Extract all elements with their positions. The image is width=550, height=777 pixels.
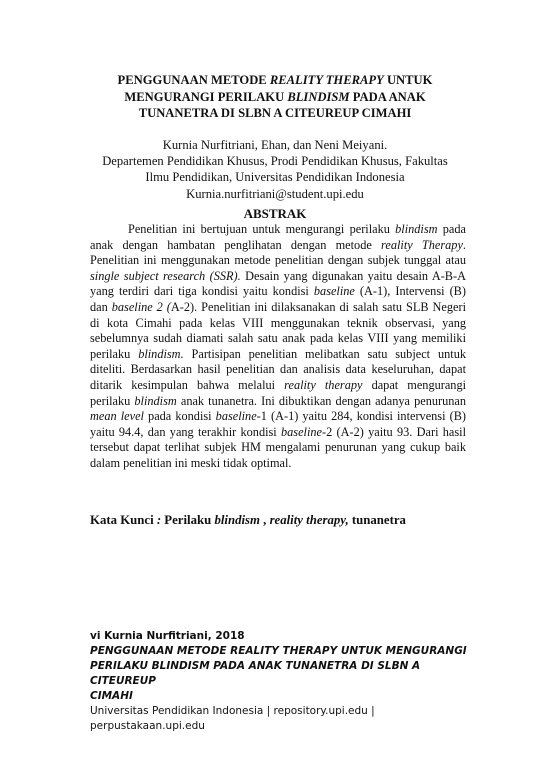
footer-repository-line-2: perpustakaan.upi.edu [90,720,205,732]
keywords-line: Kata Kunci : Perilaku blindism , reality therapy, tunanetra [90,513,406,527]
footer-title-line-1: PENGGUNAAN METODE REALITY THERAPY UNTUK MENGURANGI [90,645,467,657]
footer-title-line-3: CIMAHI [90,690,133,702]
author-names: Kurnia Nurfitriani, Ehan, dan Neni Meiyani. [162,138,388,152]
footer-title-line-2: PERILAKU BLINDISM PADA ANAK TUNANETRA DI SLBN A CITEUREUP [90,660,421,687]
affiliation-line-2: Ilmu Pendidikan, Universitas Pendidikan Indonesia [145,170,405,185]
title-line-3: TUNANETRA DI SLBN A CITEUREUP CIMAHI [138,106,412,120]
author-email: Kurnia.nurfitriani@student.upi.edu [186,186,364,201]
page-footer [90,629,470,734]
title-line-1: PENGGUNAAN METODE REALITY THERAPY UNTUK [117,73,433,87]
abstract-body: Penelitian ini bertujuan untuk mengurangi perilaku blindism pada anak dengan hambatan penglihatan dengan metode reality Therapy. Penelitian ini menggunakan metode penelitian dengan subjek tunggal atau single subject research (SSR). Desain yang digunakan yaitu desain A-B-A yang terdiri dari tiga kondisi yaitu kondisi baseline (A-1), Intervensi (B) dan baseline 2 (A-2). Penelitian ini dilaksanakan di salah satu SLB Negeri di kota Cimahi pada kelas VIII menggunakan teknik observasi, yang sebelumnya sudah diamati salah satu anak pada kelas VIII yang memiliki perilaku blindism. Partisipan penelitian melibatkan satu subject untuk diteliti. Berdasarkan hasil penelitian dan analisis data keseluruhan, dapat ditarik kesimpulan bahwa melalui reality therapy dapat mengurangi perilaku blindism anak tunanetra. Ini dibuktikan dengan adanya penurunan mean level pada kondisi baseline-1 (A-1) yaitu 284, kondisi intervensi (B) yaitu 94.4, dan yang terakhir kondisi baseline-2 (A-2) yaitu 93. Dari hasil tersebut dapat terlihat subjek HM mengalami penurunan yang cukup baik dalam penelitian ini meski tidak optimal. [90,222,467,470]
abstract-heading: ABSTRAK [243,206,307,221]
paper-title [90,72,460,122]
affiliation-line-1: Departemen Pendidikan Khusus, Prodi Pendidikan Khusus, Fakultas [102,154,448,169]
title-line-2: MENGURANGI PERILAKU BLINDISM PADA ANAK [124,89,426,104]
footer-page-author: vi Kurnia Nurfitriani, 2018 [90,630,245,642]
footer-repository-line-1: Universitas Pendidikan Indonesia | repository.upi.edu | [90,705,375,717]
author-block [90,137,460,202]
